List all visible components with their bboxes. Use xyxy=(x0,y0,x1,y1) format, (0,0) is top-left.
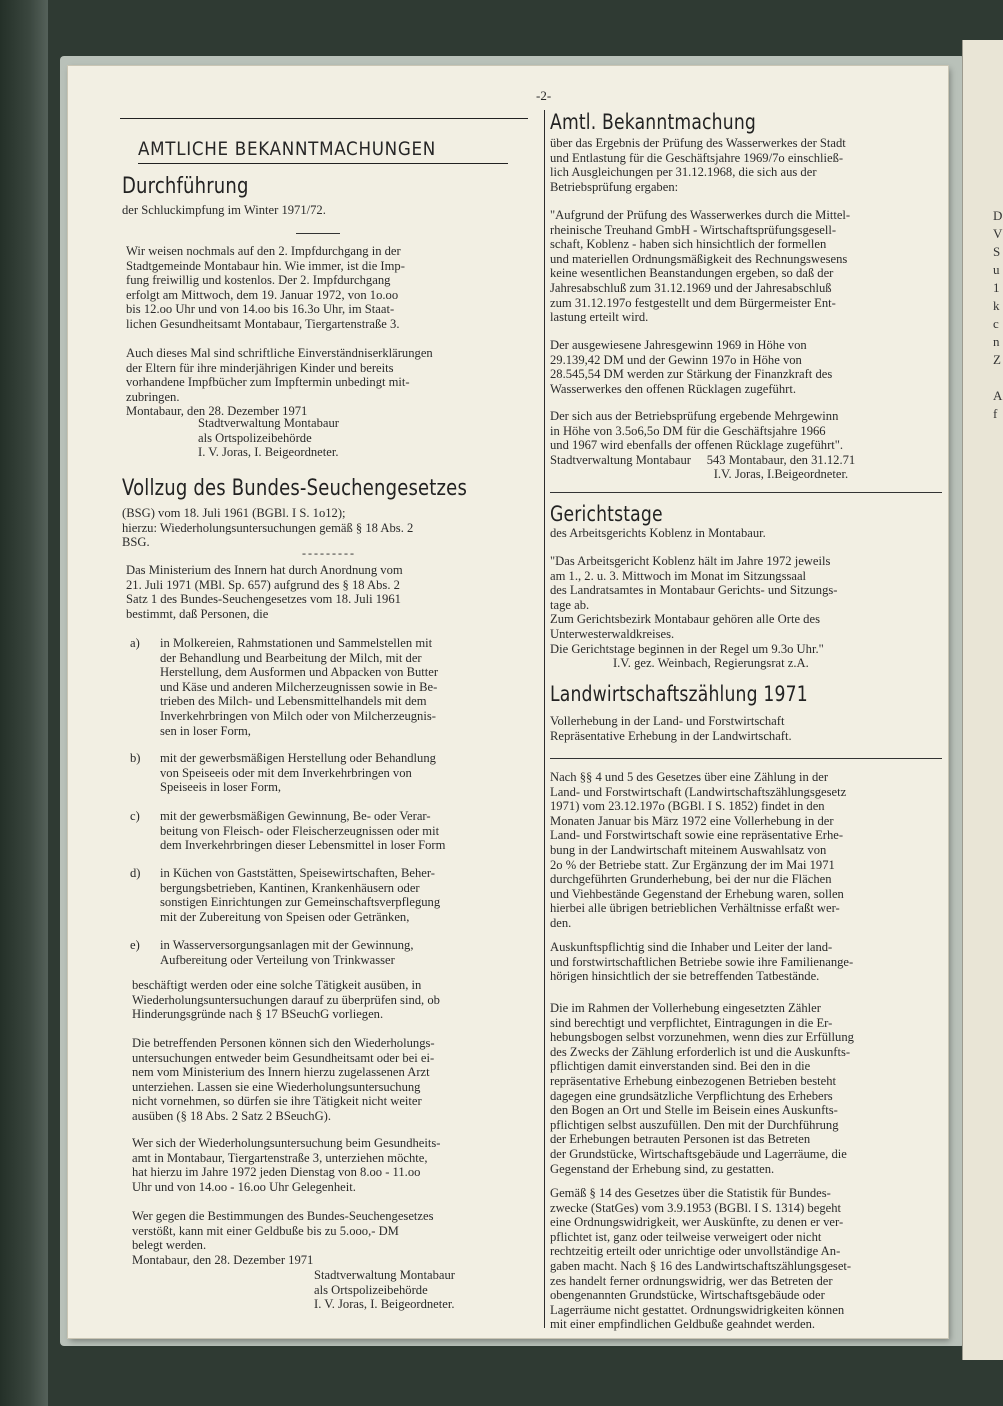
next-page-fragment: A xyxy=(993,388,1003,403)
paragraph: Wer sich der Wiederholungsuntersuchung beim Gesundheits- amt in Montabaur, Tiergartenstraße 3, unterziehen möchte, hat hierzu im Jahre 1972 jeden Dienstag von 8.oo - 11.oo Uhr und von 14.oo - 16.oo Uhr Gelegenheit. xyxy=(132,1136,441,1194)
list-item-text: mit der gewerbsmäßigen Herstellung oder Behandlung von Speiseeis oder mit dem Inverkehrbringen von Speiseeis in loser Form, xyxy=(160,751,436,795)
paragraph: "Das Arbeitsgericht Koblenz hält im Jahre 1972 jeweils am 1., 2. u. 3. Mittwoch im Monat im Sitzungssaal des Landratsamtes in Montabaur Gerichts- und Sitzungs- tage ab. Zum Gerichtsbezirk Montabaur gehören alle Orte des Unterwesterwaldkreises. Die Gerichtstage beginnen in der Regel um 9.3o Uhr." I.V. gez. Weinbach, Regierungsrat z.A. xyxy=(550,554,838,671)
paragraph: Die im Rahmen der Vollerhebung eingesetzten Zähler sind berechtigt und verpflichtet, Eintragungen in die Er- hebungsbogen selbst vorzunehmen, wenn dies zur Erfüllung des Zwecks der Zählung erforderlich ist und die Auskunfts- pflichtigen damit einverstanden sind. Bei den in die repräsentative Erhebung einbezogenen Betrieben besteht dagegen eine grundsätzliche Verpflichtung des Erhebers den Bogen an Ort und Stelle im Beisein eines Auskunfts- pflichtigen selbst auszufüllen. Den mit der Durchführung der Erhebungen betrauten Personen ist das Betreten der Grundstücke, Wirtschaftsgebäude und Lagerräume, die Gegenstand der Erhebung sind, zu gestatten. xyxy=(550,1001,854,1176)
next-page-fragment: f xyxy=(993,406,998,421)
next-page-fragment: Z xyxy=(993,352,1001,367)
list-item-text: in Wasserversorgungsanlagen mit der Gewinnung, Aufbereitung oder Verteilung von Trinkwasser xyxy=(160,938,414,967)
paragraph: Nach §§ 4 und 5 des Gesetzes über eine Zählung in der Land- und Forstwirtschaft (Landwirtschaftszählungsgesetz 1971) vom 23.12.197o (BGBl. I S. 1852) findet in den Monaten Januar bis März 1972 eine Vollerhebung in der Land- und Forstwirtschaft sowie eine repräsentative Erhe- bung in der Landwirtschaft miteinem Auswahlsatz von 2o % der Betriebe statt. Zur Ergänzung der im Mai 1971 durchgeführten Grunderhebung, bei der nur die Flächen und Viehbestände Gegenstand der Erhebung waren, sollen hierbei alle übrigen betrieblichen Verhältnisse erfaßt wer- den. xyxy=(550,770,847,930)
quote-paragraph: "Aufgrund der Prüfung des Wasserwerkes durch die Mittel- rheinische Treuhand GmbH - Wirtschaftsprüfungsgesell- schaft, Koblenz - haben sich hinsichtlich der formellen und materiellen Ordnungsmäßigkeit des Rechnungswesens keine wesentlichen Beanstandungen ergeben, so daß der Jahresabschluß zum 31.12.1969 und der Jahresabschluß zum 31.12.197o festgestellt und dem Bürgermeister Ent- lastung erteilt wird. xyxy=(550,208,851,325)
next-page-fragment: S xyxy=(993,244,1001,259)
section-subtitle: Vollerhebung in der Land- und Forstwirtschaft Repräsentative Erhebung in der Landwirtschaft. xyxy=(550,714,792,743)
paragraph: Der ausgewiesene Jahresgewinn 1969 in Höhe von 29.139,42 DM und der Gewinn 197o in Höhe von 28.545,54 DM werden zur Stärkung der Finanzkraft des Wasserwerkes den offenen Rücklagen zugeführt. xyxy=(550,338,833,396)
masthead-rule xyxy=(138,163,508,164)
section-rule xyxy=(550,758,942,759)
paragraph: Auch dieses Mal sind schriftliche Einverständniserklärungen der Eltern für ihre minderjährigen Kinder und bereits vorhandene Impfbücher zum Impftermin unbedingt mit- zubringen. Montabaur, den 28. Dezember 1971 xyxy=(126,346,433,419)
paragraph: Gemäß § 14 des Gesetzes über die Statistik für Bundes- zwecke (StatGes) vom 3.9.1953 (BGBl. I S. 1314) begeht eine Ordnungswidrigkeit, wer Auskünfte, zu denen er ver- pflichtet ist, ganz oder teilweise verweigert oder nicht rechtzeitig erteilt oder unrichtige oder unvollständige An- gaben macht. Nach § 16 des Landwirtschaftszählungsgeset- zes handelt ferner ordnungswidrig, wer das Betreten der obengenannten Grundstücke, Wirtschaftsgebäude oder Lagerräume nicht gestattet. Ordnungswidrigkeiten können mit einer empfindlichen Geldbuße geahndet werden. xyxy=(550,1186,852,1332)
next-page-fragment: n xyxy=(993,334,1000,349)
section-title-durchfuehrung: Durchführung xyxy=(122,174,249,199)
section-title-amtl-bekanntmachung: Amtl. Bekanntmachung xyxy=(550,110,756,134)
list-item-text: mit der gewerbsmäßigen Gewinnung, Be- oder Verar- beitung von Fleisch- oder Fleischerzeugnissen oder mit dem Inverkehrbringen dieser Lebensmittel in loser Form xyxy=(160,809,446,853)
section-intro: über das Ergebnis der Prüfung des Wasserwerkes der Stadt und Entlastung für die Geschäftsjahre 1969/7o einschließ- lich Ausgleichungen per 31.12.1968, die sich aus der Betriebsprüfung ergaben: xyxy=(550,136,846,194)
section-rule xyxy=(550,492,942,493)
list-item-letter: c) xyxy=(130,809,140,823)
section-title-bundes-seuchengesetz: Vollzug des Bundes-Seuchengesetzes xyxy=(122,476,468,501)
column-divider xyxy=(544,110,545,1328)
list-item-letter: d) xyxy=(130,866,141,880)
section-title-gerichtstage: Gerichtstage xyxy=(550,502,663,526)
paragraph: Das Ministerium des Innern hat durch Anordnung vom 21. Juli 1971 (MBl. Sp. 657) aufgrund des § 18 Abs. 2 Satz 1 des Bundes-Seuchengesetzes vom 18. Juli 1961 bestimmt, daß Personen, die xyxy=(126,563,403,621)
next-page-edge xyxy=(962,40,1003,1360)
next-page-fragment: 1 xyxy=(993,280,1000,295)
separator-dashes: --------- xyxy=(302,546,356,560)
top-rule xyxy=(120,118,528,119)
paragraph: Auskunftspflichtig sind die Inhaber und Leiter der land- und forstwirtschaftlichen Betriebe sowie ihre Familienange- hörigen hinsichtlich der sie betreffenden Tatbestände. xyxy=(550,940,854,984)
masthead-title: AMTLICHE BEKANNTMACHUNGEN xyxy=(138,138,437,160)
list-item-letter: a) xyxy=(130,636,140,650)
list-item-letter: b) xyxy=(130,751,141,765)
next-page-fragment: u xyxy=(993,262,1000,277)
section-title-landwirtschaftszaehlung: Landwirtschaftszählung 1971 xyxy=(550,682,808,706)
list-item-letter: e) xyxy=(130,938,140,952)
list-item-text: in Molkereien, Rahmstationen und Sammelstellen mit der Behandlung und Bearbeitung der Milch, mit der Herstellung, dem Ausformen und Abpacken von Butter und Käse und anderen Milcherzeugnissen sowie in Be- trieben des Milch- und Lebensmittelhandels mit dem Inverkehrbringen von Milch oder von Milcherzeugnis- sen in loser Form, xyxy=(160,636,439,738)
paragraph: Die betreffenden Personen können sich den Wiederholungs- untersuchungen entweder beim Gesundheitsamt oder bei ei- nem vom Ministerium des Innern hierzu zugelassenen Arzt unterziehen. Lassen sie eine Wiederholungsuntersuchung nicht vornehmen, so dürfen sie ihre Tätigkeit nicht weiter ausüben (§ 18 Abs. 2 Satz 2 BSeuchG). xyxy=(132,1036,435,1123)
next-page-fragment: c xyxy=(993,316,999,331)
short-rule xyxy=(296,233,340,234)
section-subtitle: des Arbeitsgerichts Koblenz in Montabaur. xyxy=(550,526,766,540)
paragraph: Der sich aus der Betriebsprüfung ergebende Mehrgewinn in Höhe von 3.5o6,5o DM für die Geschäftsjahre 1966 und 1967 wird ebenfalls der offenen Rücklage zugeführt". Stadtverwaltung Montabaur 543 Montabaur, den 31.12.71 I.V. Joras, I.Beigeordneter. xyxy=(550,409,856,482)
section-subtitle: der Schluckimpfung im Winter 1971/72. xyxy=(122,203,326,217)
next-page-fragment: V xyxy=(993,226,1003,241)
signature-block: Stadtverwaltung Montabaur als Ortspolizeibehörde I. V. Joras, I. Beigeordneter. xyxy=(198,416,339,460)
next-page-fragment: D xyxy=(993,208,1003,223)
paragraph: beschäftigt werden oder eine solche Tätigkeit ausüben, in Wiederholungsuntersuchungen darauf zu überprüfen sind, ob Hinderungsgründe nach § 17 BSeuchG vorliegen. xyxy=(132,978,440,1022)
signature-block: Stadtverwaltung Montabaur als Ortspolizeibehörde I. V. Joras, I. Beigeordneter. xyxy=(314,1268,455,1312)
paragraph: Wir weisen nochmals auf den 2. Impfdurchgang in der Stadtgemeinde Montabaur hin. Wie immer, ist die Imp- fung freiwillig und kostenlos. Der 2. Impfdurchgang erfolgt am Mittwoch, dem 19. Januar 1972, von 1o.oo bis 12.oo Uhr und von 14.oo bis 16.3o Uhr, im Staat- lichen Gesundheitsamt Montabaur, Tiergartenstraße 3. xyxy=(126,244,405,331)
document-page xyxy=(68,66,948,1338)
paragraph: Wer gegen die Bestimmungen des Bundes-Seuchengesetzes verstößt, kann mit einer Geldbuße bis zu 5.ooo,- DM belegt werden. Montabaur, den 28. Dezember 1971 xyxy=(132,1209,434,1267)
next-page-fragment: k xyxy=(993,298,1000,313)
list-item-text: in Küchen von Gaststätten, Speisewirtschaften, Beher- bergungsbetrieben, Kantinen, Krankenhäusern oder sonstigen Einrichtungen zur Gemeinschaftsverpflegung mit der Zubereitung von Speisen oder Getränken, xyxy=(160,866,441,924)
section-subtitle: (BSG) vom 18. Juli 1961 (BGBl. I S. 1o12); hierzu: Wiederholungsuntersuchungen gemäß § 18 Abs. 2 BSG. xyxy=(122,506,414,550)
page-number: -2- xyxy=(536,88,552,103)
scan-background xyxy=(0,0,48,1406)
